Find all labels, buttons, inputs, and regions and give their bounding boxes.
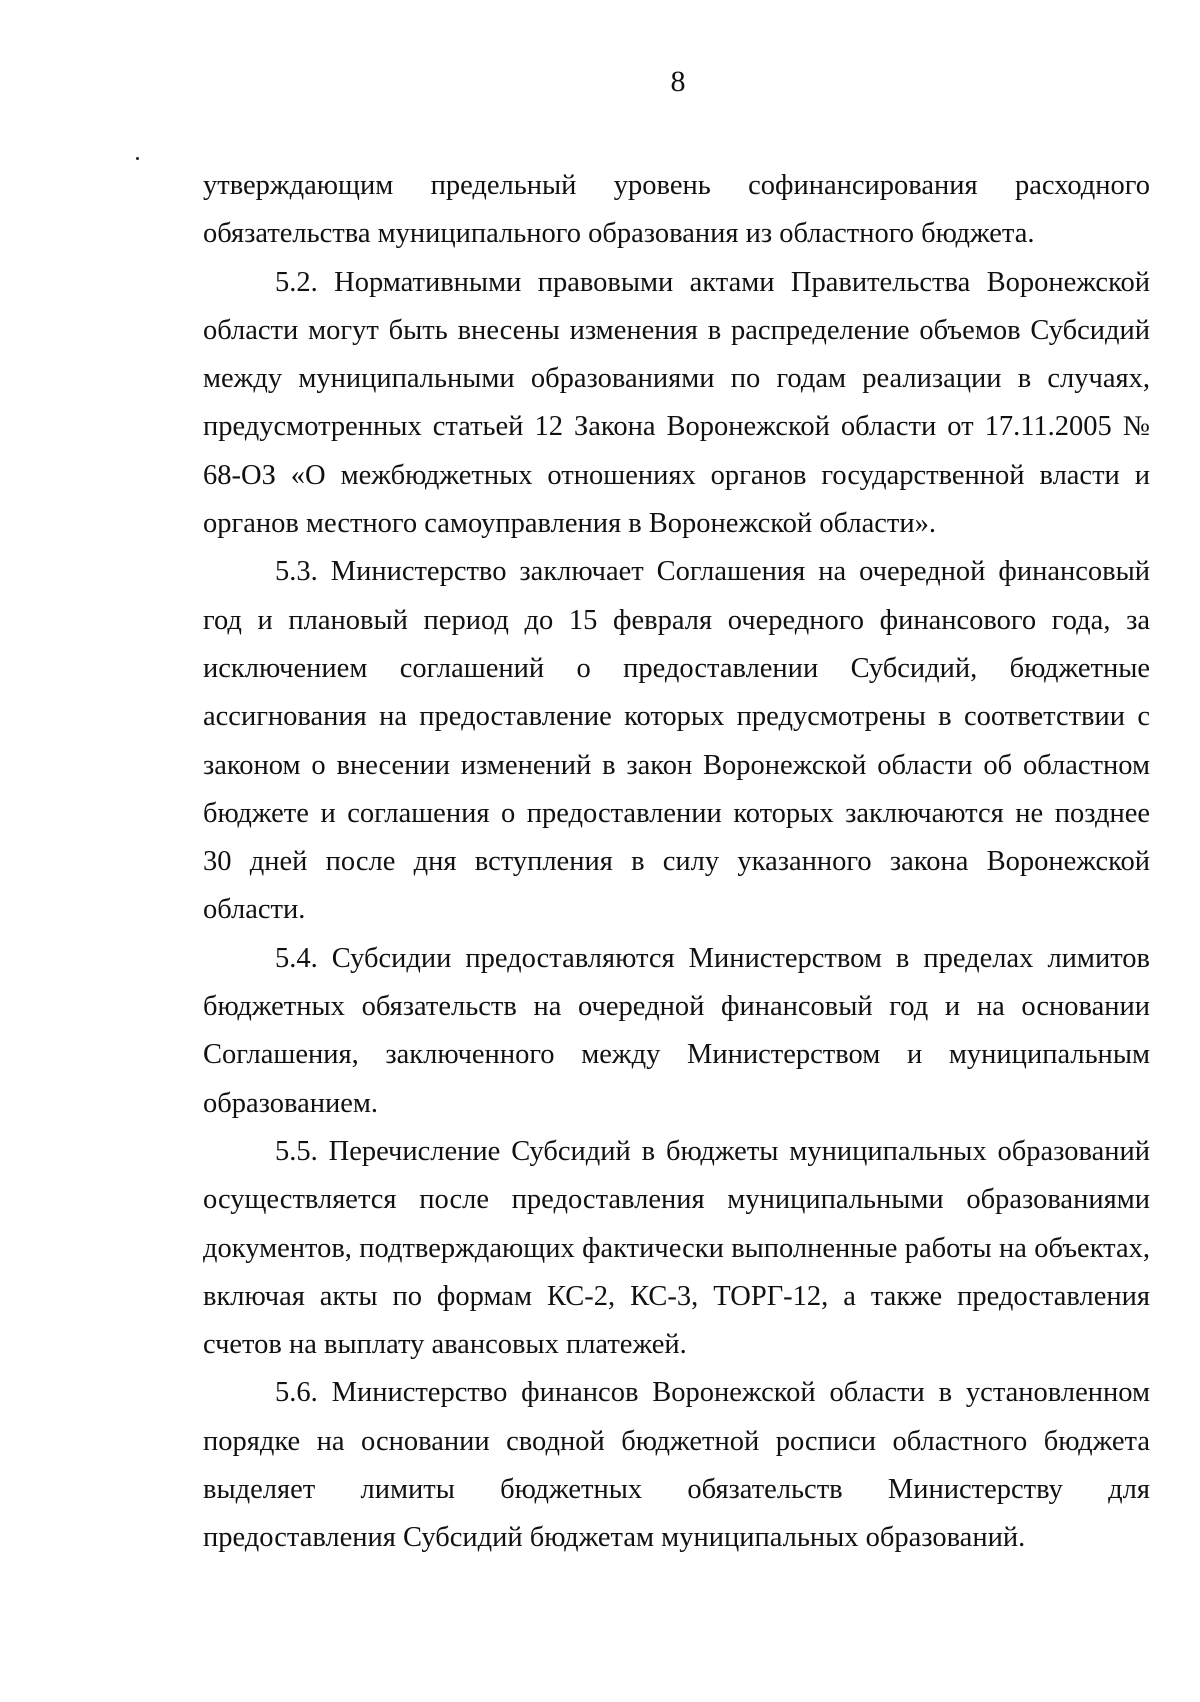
paragraph-5-6: 5.6. Министерство финансов Воронежской области в установленном порядке на основании сводной бюджетной росписи областного бюджета выделяет лимиты бюджетных обязательств Министерству для предоставления Субсидий бюджетам муниципальных образований.: [203, 1377, 1150, 1554]
paragraph-continuation: утверждающим предельный уровень софинансирования расходного обязательства муниципального образования из областного бюджета.: [203, 170, 1150, 250]
page-number: 8: [670, 65, 686, 98]
paragraph-5-5: 5.5. Перечисление Субсидий в бюджеты муниципальных образований осуществляется после предоставления муниципальными образованиями документов, подтверждающих фактически выполненные работы на объектах, включая акты по формам КС-2, КС-3, ТОРГ-12, а также предоставления счетов на выплату авансовых платежей.: [203, 1135, 1150, 1361]
document-body: [203, 162, 1150, 1563]
paragraph-5-2: 5.2. Нормативными правовыми актами Правительства Воронежской области могут быть внесены изменения в распределение объемов Субсидий между муниципальными образованиями по годам реализации в случаях, предусмотренных статьей 12 Закона Воронежской области от 17.11.2005 № 68-ОЗ «О межбюджетных отношениях органов государственной власти и органов местного самоуправления в Воронежской области».: [203, 266, 1150, 540]
paragraph-5-4: 5.4. Субсидии предоставляются Министерством в пределах лимитов бюджетных обязательств на очередной финансовый год и на основании Соглашения, заключенного между Министерством и муниципальным образованием.: [203, 942, 1150, 1119]
scan-speck: [136, 157, 139, 160]
paragraph-5-3: 5.3. Министерство заключает Соглашения на очередной финансовый год и плановый период до 15 февраля очередного финансового года, за исключением соглашений о предоставлении Субсидий, бюджетные ассигнования на предоставление которых предусмотрены в соответствии с законом о внесении изменений в закон Воронежской области об областном бюджете и соглашения о предоставлении которых заключаются не позднее 30 дней после дня вступления в силу указанного закона Воронежской области.: [203, 556, 1150, 926]
